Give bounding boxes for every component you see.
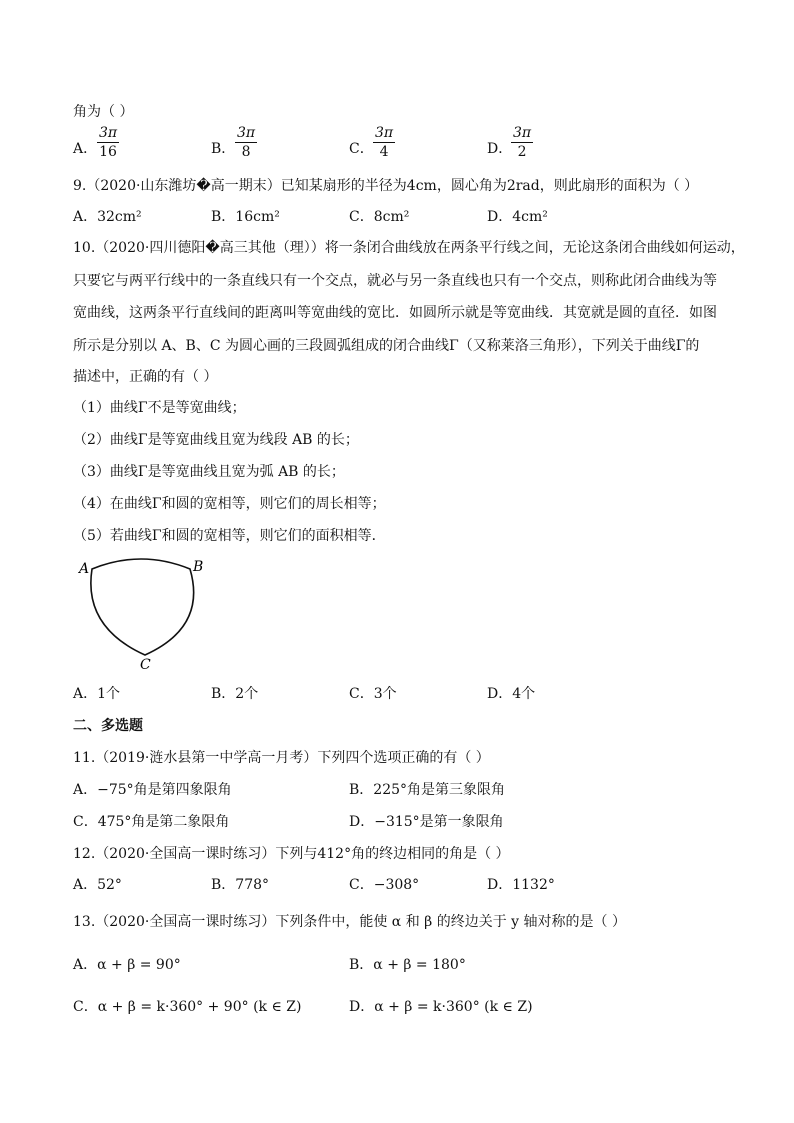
q10-stem-line-2: 只要它与两平行线中的一条直线只有一个交点，就必与另一条直线也只有一个交点，则称此闭合曲线为等 [73, 273, 717, 289]
q10-statement-2: （2）曲线Γ是等宽曲线且宽为线段 AB 的长； [73, 432, 359, 448]
q8-option-a-numerator: 3π [99, 125, 118, 141]
q8-option-c-numerator: 3π [375, 125, 394, 141]
reuleaux-curve [91, 559, 194, 655]
q9-option-c: C．8cm² [349, 209, 410, 225]
q12-option-b: B．778° [211, 877, 270, 893]
q8-option-d-numerator: 3π [513, 125, 532, 141]
q13-option-b: B．α + β = 180° [349, 957, 466, 973]
q10-statement-1: （1）曲线Γ不是等宽曲线； [73, 400, 246, 416]
q12-option-a: A．52° [73, 877, 122, 893]
q12-option-c: C．−308° [349, 877, 420, 893]
q8-option-b-label: B． [211, 141, 236, 157]
q8-option-b-denominator: 8 [241, 144, 251, 160]
q10-stem-line-3: 宽曲线，这两条平行直线间的距离叫等宽曲线的宽比．如圆所示就是等宽曲线．其宽就是圆的直径．如图 [73, 305, 717, 321]
reuleaux-triangle-svg [75, 555, 215, 675]
q12-stem: 12.（2020·全国高一课时练习）下列与412°角的终边相同的角是（ ） [73, 846, 510, 862]
q8-option-c-fraction [373, 124, 395, 161]
q8-stem-tail: 角为（ ） [73, 104, 134, 120]
q11-option-d: D．−315°是第一象限角 [349, 814, 504, 830]
q13-option-a: A．α + β = 90° [73, 957, 181, 973]
q11-stem: 11.（2019·涟水县第一中学高一月考）下列四个选项正确的有（ ） [73, 750, 490, 766]
q11-option-c: C．475°角是第二象限角 [73, 814, 230, 830]
q10-statement-5: （5）若曲线Γ和圆的宽相等，则它们的面积相等． [73, 528, 386, 544]
reuleaux-triangle-figure [75, 555, 215, 679]
q10-stem-line-1: 10.（2020·四川德阳�高三其他（理））将一条闭合曲线放在两条平行线之间，无论这条闭合曲线如何运动， [73, 240, 745, 256]
q12-option-d: D．1132° [487, 877, 555, 893]
vertex-label-a: A [79, 561, 90, 577]
q10-statement-3: （3）曲线Γ是等宽曲线且宽为弧 AB 的长； [73, 464, 345, 480]
q8-option-d-denominator: 2 [517, 144, 527, 160]
q9-option-b: B．16cm² [211, 209, 280, 225]
q10-option-c: C．3个 [349, 686, 397, 702]
q9-option-d: D．4cm² [487, 209, 548, 225]
q8-option-c-label: C． [349, 141, 374, 157]
section-title-multi-choice: 二、多选题 [73, 718, 143, 734]
q8-option-d-fraction [511, 124, 533, 161]
q13-option-d: D．α + β = k·360° (k ∈ Z) [349, 999, 533, 1015]
q13-stem: 13.（2020·全国高一课时练习）下列条件中，能使 α 和 β 的终边关于 y 轴对称的是（ ） [73, 914, 626, 930]
q8-option-a-label: A． [73, 141, 98, 157]
q8-option-b-fraction [235, 124, 257, 161]
q10-option-d: D．4个 [487, 686, 536, 702]
q10-stem-line-5: 描述中，正确的有（ ） [73, 369, 218, 385]
q8-option-b-numerator: 3π [237, 125, 256, 141]
q10-option-b: B．2个 [211, 686, 259, 702]
q11-option-b: B．225°角是第三象限角 [349, 782, 506, 798]
q11-option-a: A．−75°角是第四象限角 [73, 782, 232, 798]
q10-option-a: A．1个 [73, 686, 121, 702]
q9-option-a: A．32cm² [73, 209, 142, 225]
q8-option-a-fraction [97, 124, 119, 161]
q13-option-c: C．α + β = k·360° + 90° (k ∈ Z) [73, 999, 302, 1015]
q8-option-d-label: D． [487, 141, 513, 157]
vertex-label-c: C [140, 657, 151, 673]
q9-stem: 9.（2020·山东潍坊�高一期末）已知某扇形的半径为4cm，圆心角为2rad，则此扇形的面积为（ ） [73, 178, 699, 194]
q8-option-c-denominator: 4 [379, 144, 389, 160]
q8-option-a-denominator: 16 [99, 144, 117, 160]
q10-statement-4: （4）在曲线Γ和圆的宽相等，则它们的周长相等； [73, 496, 386, 512]
vertex-label-b: B [193, 559, 204, 575]
q10-stem-line-4: 所示是分别以 A、B、C 为圆心画的三段圆弧组成的闭合曲线Γ（又称莱洛三角形），下列关于曲线Γ的 [73, 338, 700, 354]
